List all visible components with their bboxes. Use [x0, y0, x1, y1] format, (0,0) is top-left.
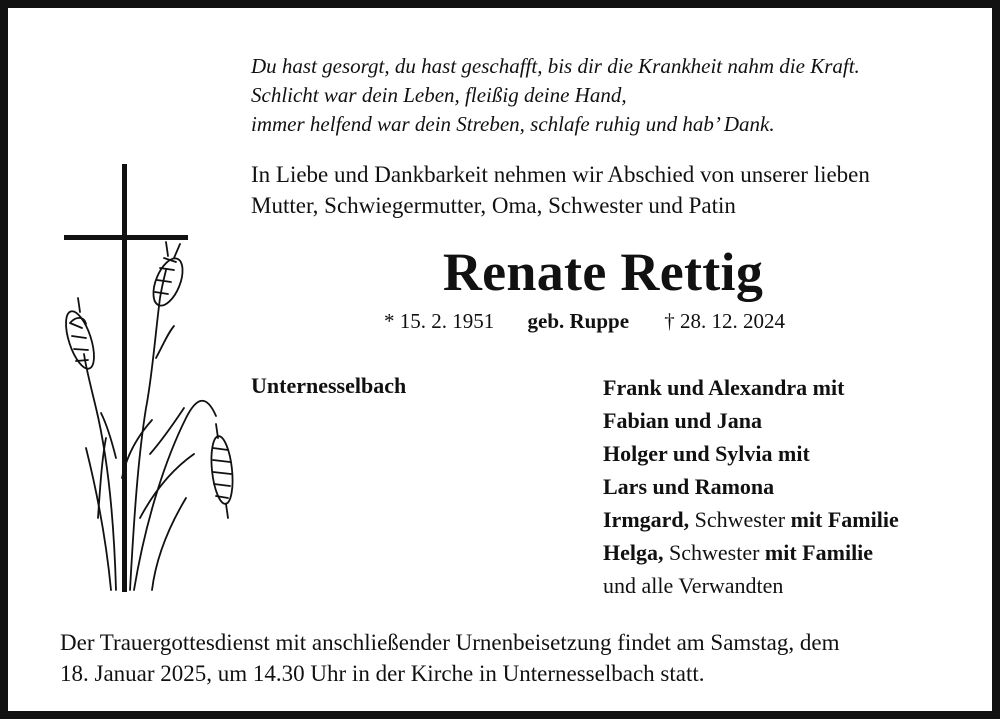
- cross-and-wheat-illustration: [56, 158, 246, 598]
- poem: [251, 52, 981, 139]
- service-notice: [60, 627, 980, 689]
- mourner-line: Holger und Sylvia mit: [603, 441, 810, 466]
- deceased-name: Renate Rettig: [442, 242, 764, 302]
- service-line: 18. Januar 2025, um 14.30 Uhr in der Kirche in Unternesselbach statt.: [60, 661, 705, 686]
- birth-date: * 15. 2. 1951: [384, 309, 495, 333]
- service-line: Der Trauergottesdienst mit anschließender Urnenbeisetzung findet am Samstag, dem: [60, 630, 840, 655]
- mourner-line: Fabian und Jana: [603, 408, 762, 433]
- intro-line: Mutter, Schwiegermutter, Oma, Schwester und Patin: [251, 193, 736, 218]
- mourner-line: [603, 503, 983, 536]
- poem-line: immer helfend war dein Streben, schlafe ruhig und hab’ Dank.: [251, 112, 775, 136]
- intro-line: In Liebe und Dankbarkeit nehmen wir Abschied von unserer lieben: [251, 162, 870, 187]
- maiden-name: geb. Ruppe: [527, 309, 630, 333]
- death-date: † 28. 12. 2024: [664, 309, 786, 333]
- place-name: Unternesselbach: [251, 373, 407, 398]
- mourner-role: Schwester: [694, 507, 786, 532]
- life-dates: [384, 306, 785, 336]
- poem-line: Du hast gesorgt, du hast geschafft, bis dir die Krankheit nahm die Kraft.: [251, 54, 860, 78]
- poem-line: Schlicht war dein Leben, fleißig deine Hand,: [251, 83, 627, 107]
- mourners-list: [603, 371, 983, 602]
- mourner-line: Frank und Alexandra mit: [603, 375, 845, 400]
- mourner-suffix: mit Familie: [764, 540, 874, 565]
- intro-text: [251, 159, 991, 221]
- mourner-line: Lars und Ramona: [603, 474, 775, 499]
- mourner-name: Irmgard,: [603, 507, 690, 532]
- mourner-line: und alle Verwandten: [603, 573, 784, 598]
- mourner-suffix: mit Familie: [790, 507, 899, 532]
- mourner-line: [603, 536, 983, 569]
- mourner-name: Helga,: [603, 540, 664, 565]
- mourner-role: Schwester: [669, 540, 760, 565]
